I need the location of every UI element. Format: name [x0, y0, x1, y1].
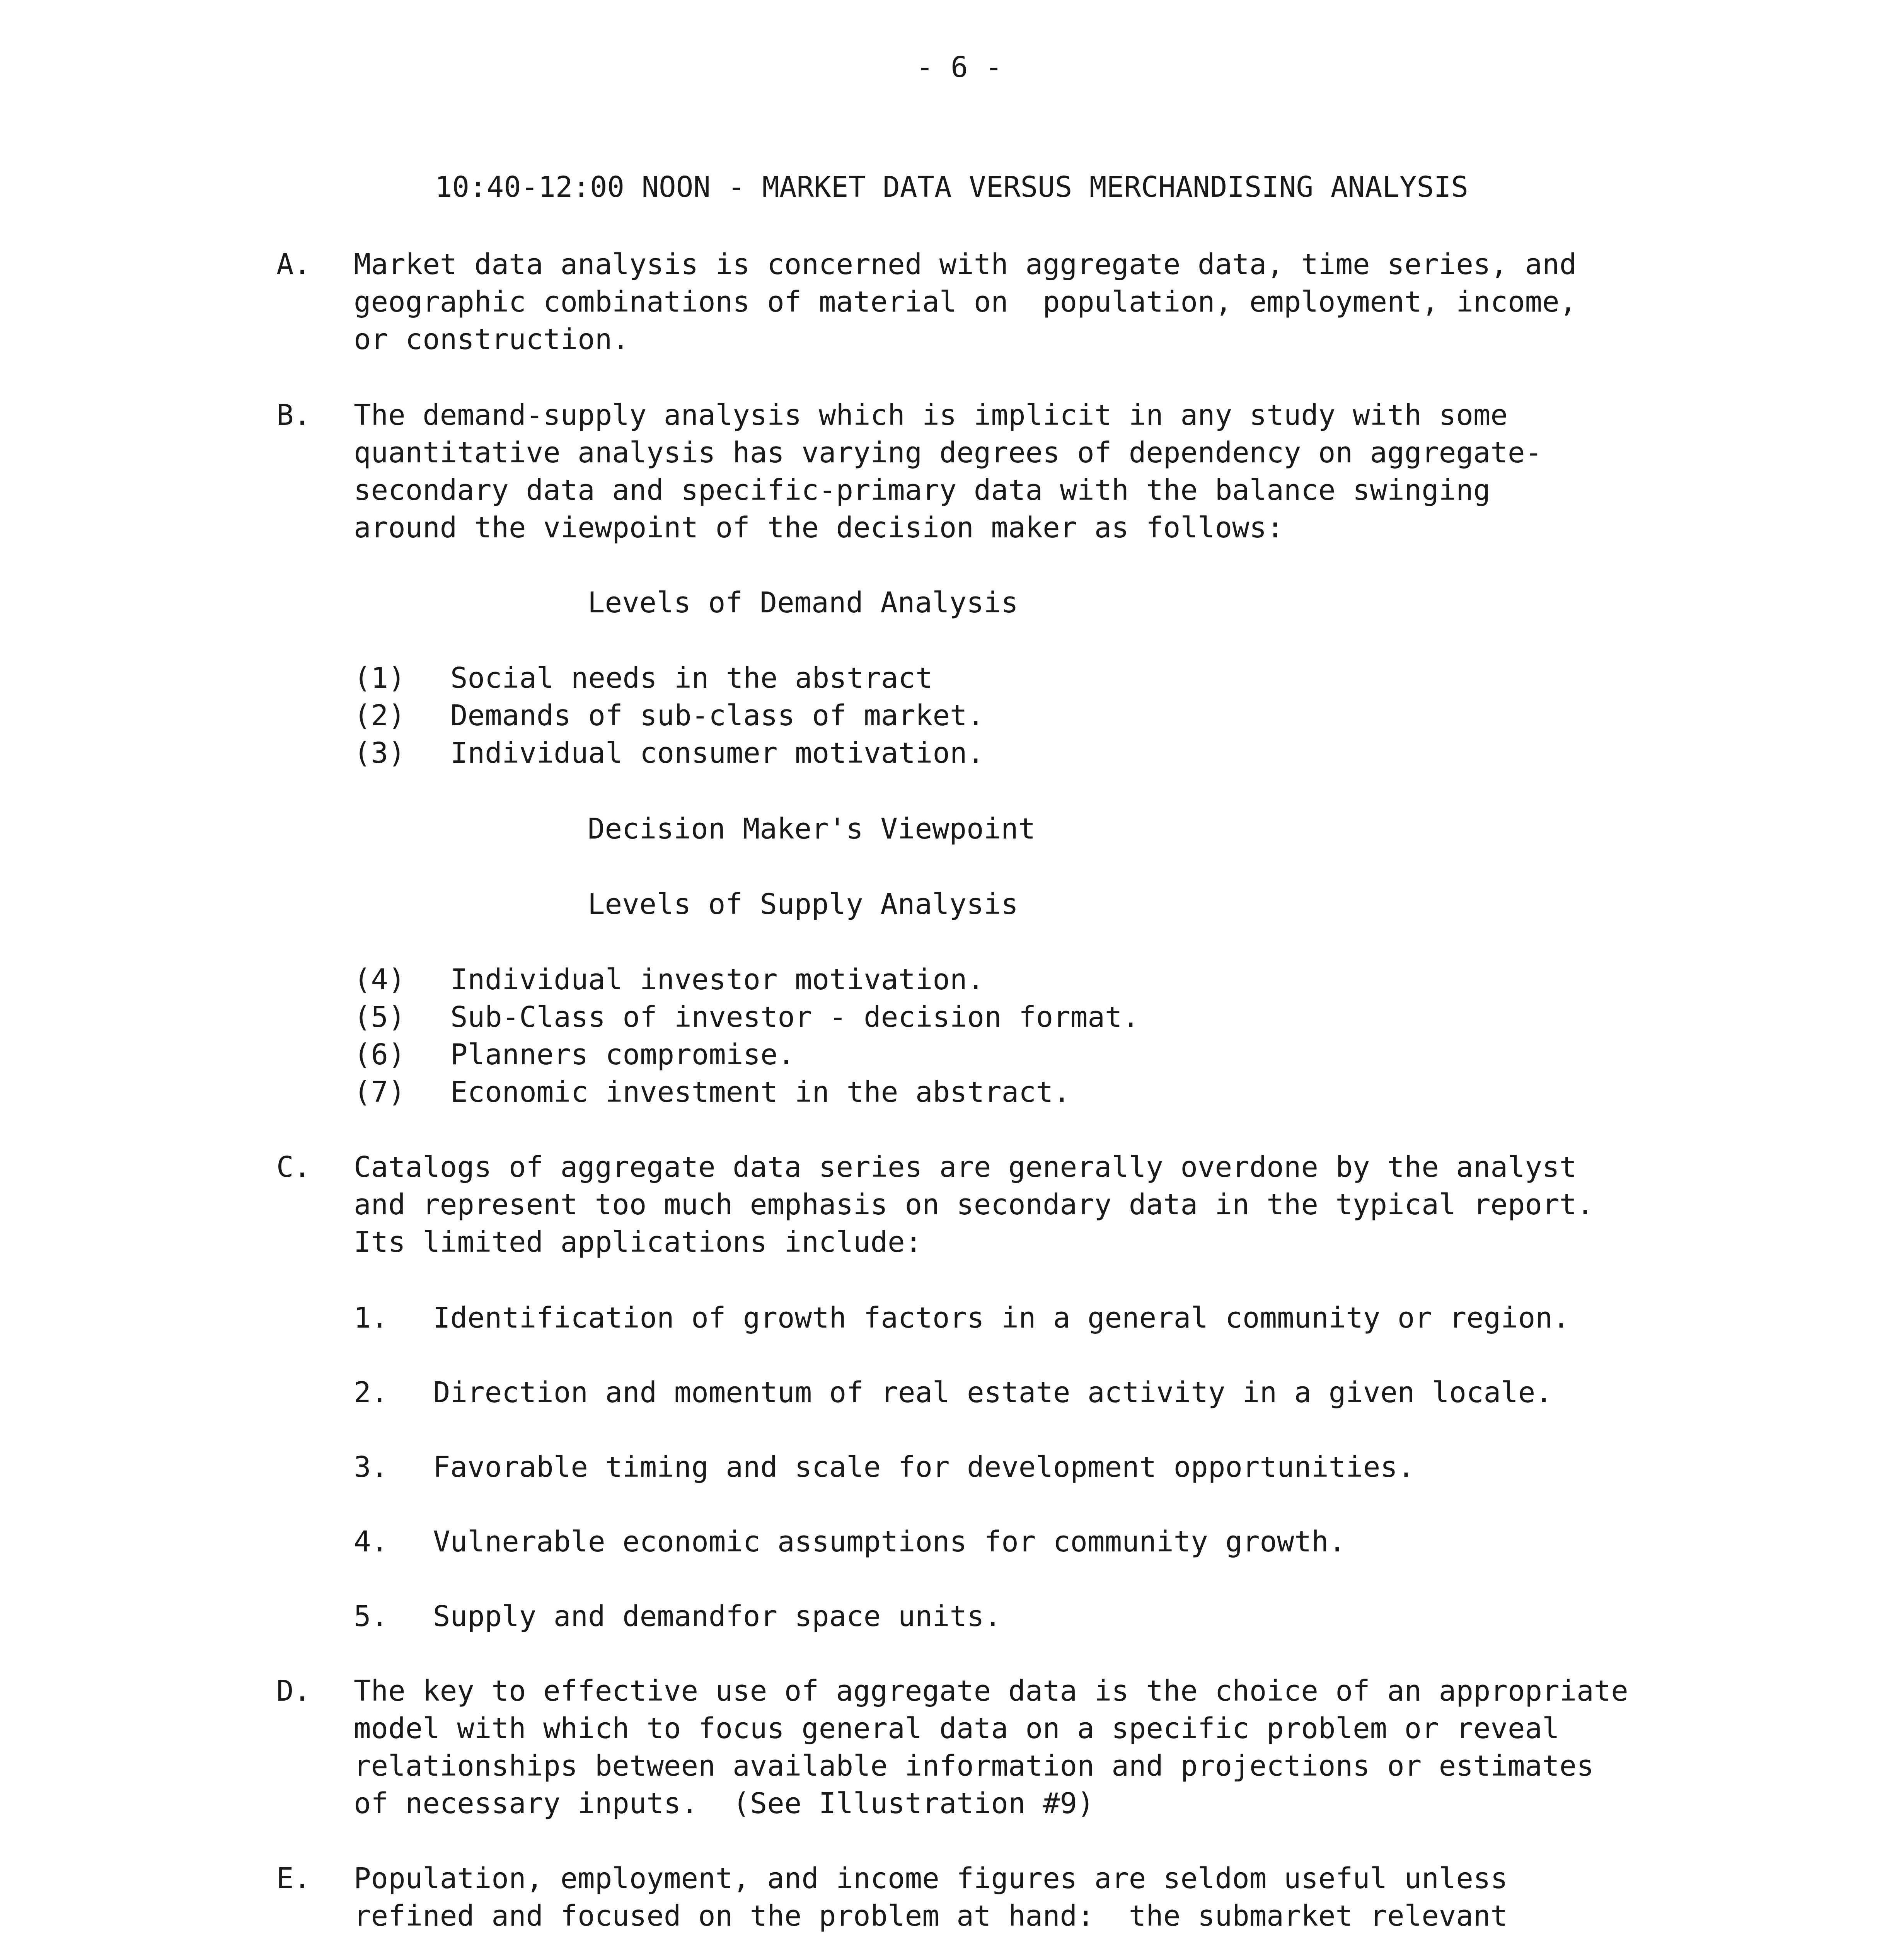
- list-item-number: (4): [354, 963, 406, 996]
- paragraph-line: Its limited applications include:: [354, 1226, 922, 1259]
- list-item-number: (3): [354, 736, 406, 770]
- paragraph-line: The key to effective use of aggregate data is the choice of an appropriate: [354, 1674, 1628, 1708]
- list-item-text: Favorable timing and scale for development opportunities.: [433, 1451, 1415, 1484]
- list-item-text: Sub-Class of investor - decision format.: [450, 1001, 1140, 1034]
- supply-heading: Levels of Supply Analysis: [588, 888, 1018, 921]
- list-item-text: Supply and demandfor space units.: [433, 1600, 1002, 1633]
- viewpoint-heading: Decision Maker's Viewpoint: [588, 812, 1036, 845]
- paragraph-line: Market data analysis is concerned with aggregate data, time series, and: [354, 248, 1577, 281]
- paragraph-line: model with which to focus general data on a specific problem or reveal: [354, 1712, 1560, 1745]
- list-item-text: Social needs in the abstract: [450, 661, 933, 695]
- list-item-number: (2): [354, 699, 406, 732]
- paragraph-line: secondary data and specific-primary data with the balance swinging: [354, 474, 1491, 507]
- list-item-number: 4.: [354, 1525, 389, 1558]
- list-item-text: Identification of growth factors in a general community or region.: [433, 1301, 1570, 1335]
- list-item-number: (6): [354, 1038, 406, 1071]
- paragraph-line: relationships between available information and projections or estimates: [354, 1749, 1594, 1783]
- paragraph-line: of necessary inputs. (See Illustration #9): [354, 1787, 1094, 1820]
- paragraph-line: or construction.: [354, 323, 629, 356]
- list-item-number: (1): [354, 661, 406, 695]
- list-item-text: Individual investor motivation.: [450, 963, 985, 996]
- list-item-text: Vulnerable economic assumptions for community growth.: [433, 1525, 1346, 1558]
- list-item-text: Economic investment in the abstract.: [450, 1076, 1070, 1109]
- paragraph-line: The demand-supply analysis which is implicit in any study with some: [354, 399, 1508, 432]
- section-letter: C.: [276, 1151, 311, 1184]
- section-letter: A.: [276, 248, 311, 281]
- list-item-text: Planners compromise.: [450, 1038, 795, 1071]
- list-item-number: 5.: [354, 1600, 389, 1633]
- list-item-text: Individual consumer motivation.: [450, 736, 985, 770]
- list-item-number: (7): [354, 1076, 406, 1109]
- session-heading: 10:40-12:00 NOON - MARKET DATA VERSUS MERCHANDISING ANALYSIS: [435, 170, 1469, 204]
- list-item-number: 3.: [354, 1451, 389, 1484]
- paragraph-line: around the viewpoint of the decision maker as follows:: [354, 511, 1284, 544]
- paragraph-line: quantitative analysis has varying degrees of dependency on aggregate-: [354, 436, 1543, 469]
- paragraph-line: geographic combinations of material on population, employment, income,: [354, 285, 1577, 319]
- demand-heading: Levels of Demand Analysis: [588, 586, 1018, 619]
- paragraph-line: refined and focused on the problem at hand: the submarket relevant: [354, 1899, 1508, 1933]
- list-item-number: 2.: [354, 1376, 389, 1409]
- section-letter: D.: [276, 1674, 311, 1708]
- paragraph-line: Population, employment, and income figures are seldom useful unless: [354, 1862, 1508, 1895]
- list-item-text: Demands of sub-class of market.: [450, 699, 985, 732]
- page-number: - 6 -: [916, 51, 1002, 84]
- list-item-number: 1.: [354, 1301, 389, 1335]
- paragraph-line: Catalogs of aggregate data series are generally overdone by the analyst: [354, 1151, 1577, 1184]
- section-letter: B.: [276, 399, 311, 432]
- list-item-text: Direction and momentum of real estate activity in a given locale.: [433, 1376, 1553, 1409]
- section-letter: E.: [276, 1862, 311, 1895]
- list-item-number: (5): [354, 1001, 406, 1034]
- paragraph-line: and represent too much emphasis on secondary data in the typical report.: [354, 1188, 1594, 1221]
